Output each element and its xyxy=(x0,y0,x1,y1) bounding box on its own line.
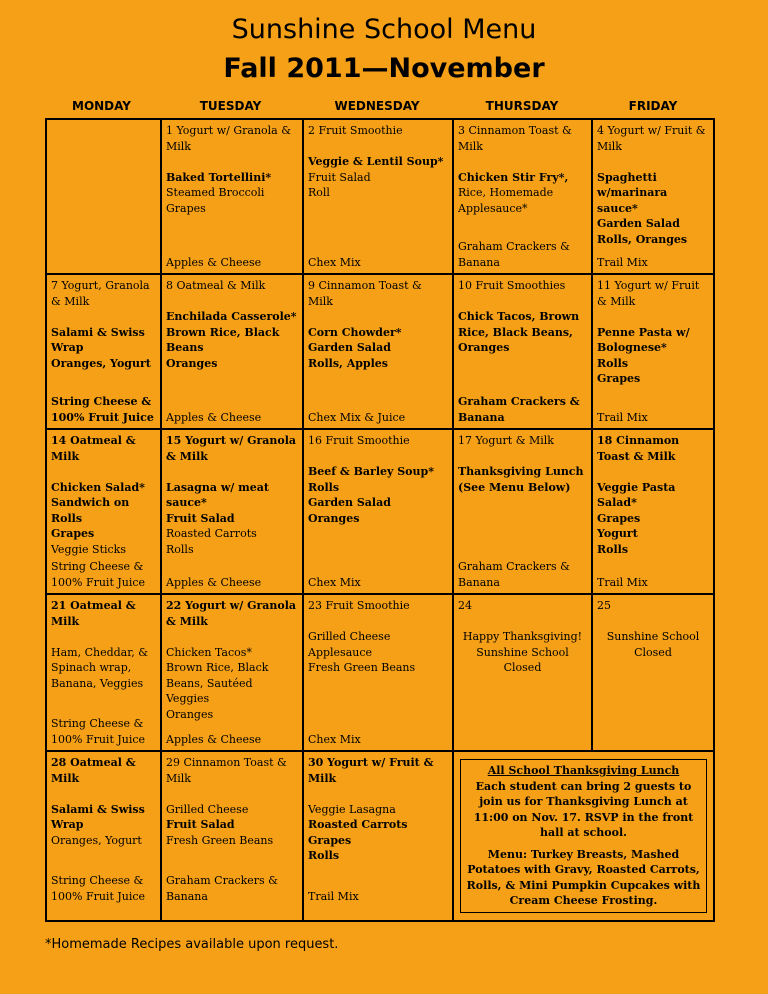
snack-afternoon: Apples & Cheese xyxy=(166,255,262,269)
lunch-item: Chicken Tacos* xyxy=(166,645,252,659)
day-cell xyxy=(303,119,453,274)
lunch-item: Garden Salad xyxy=(308,496,391,509)
lunch-item: Beef & Barley Soup* xyxy=(308,465,434,478)
snack-afternoon: Trail Mix xyxy=(597,410,648,424)
lunch-item: Rolls xyxy=(597,542,629,556)
snack-morning: 22 Yogurt w/ Granola & Milk xyxy=(166,599,297,628)
snack-morning: 23 Fruit Smoothie xyxy=(308,599,410,612)
lunch-item: Applesauce* xyxy=(458,201,528,215)
closed-notice: Sunshine School xyxy=(606,630,700,643)
lunch-item: Veggie Pasta Salad* xyxy=(597,480,676,509)
day-cell xyxy=(592,594,714,751)
lunch-item: Spinach wrap, xyxy=(51,661,132,674)
day-cell xyxy=(303,429,453,594)
snack-afternoon: Apples & Cheese xyxy=(166,732,262,746)
day-cell xyxy=(46,751,161,921)
lunch-item: Applesauce xyxy=(308,645,373,659)
closed-notice: Closed xyxy=(503,661,542,674)
lunch-item: Wrap xyxy=(51,341,84,354)
week-row xyxy=(46,751,714,921)
snack-morning: 10 Fruit Smoothies xyxy=(458,279,566,292)
lunch-box-heading: All School Thanksgiving Lunch xyxy=(487,764,680,777)
snack-afternoon: String Cheese & 100% Fruit Juice xyxy=(51,717,146,746)
menu-title: Sunshine School Menu xyxy=(231,14,537,45)
snack-afternoon: Graham Crackers & Banana xyxy=(166,874,278,903)
lunch-item: Grapes xyxy=(51,527,95,540)
lunch-item: Rolls xyxy=(308,849,340,862)
lunch-item: Fruit Salad xyxy=(166,511,235,525)
day-cell xyxy=(161,594,303,751)
lunch-item: Yogurt xyxy=(597,527,638,540)
day-cell xyxy=(592,274,714,429)
snack-morning: 17 Yogurt & Milk xyxy=(458,434,554,447)
snack-morning: 15 Yogurt w/ Granola & Milk xyxy=(166,434,297,463)
snack-afternoon: Chex Mix xyxy=(308,575,361,589)
closed-notice: Closed xyxy=(634,645,672,659)
lunch-item: Oranges, Yogurt xyxy=(51,833,142,847)
day-friday: FRIDAY xyxy=(628,99,678,113)
snack-afternoon: Chex Mix & Juice xyxy=(308,410,406,424)
lunch-item: Veggie Lasagna xyxy=(308,802,396,816)
lunch-item: Sandwich on Rolls xyxy=(51,496,130,525)
lunch-item: (See Menu Below) xyxy=(458,480,571,494)
menu-subtitle: Fall 2011—November xyxy=(223,53,545,84)
day-cell xyxy=(161,429,303,594)
lunch-item: Chicken Stir Fry*, xyxy=(458,170,569,184)
snack-morning: 25 xyxy=(597,599,611,612)
lunch-item: Fresh Green Beans xyxy=(308,661,416,674)
lunch-item: Rolls xyxy=(308,480,340,494)
day-cell xyxy=(592,429,714,594)
snack-morning: 8 Oatmeal & Milk xyxy=(166,279,266,292)
day-cell xyxy=(46,594,161,751)
day-cell xyxy=(303,594,453,751)
day-cell xyxy=(453,274,592,429)
day-cell xyxy=(453,429,592,594)
lunch-item: Roll xyxy=(308,186,330,199)
day-cell xyxy=(303,274,453,429)
day-cell xyxy=(46,429,161,594)
snack-morning: 3 Cinnamon Toast & Milk xyxy=(458,124,572,153)
lunch-item: Baked Tortellini* xyxy=(166,170,272,184)
lunch-item: Grapes xyxy=(308,833,352,847)
lunch-item: Ham, Cheddar, & xyxy=(51,645,149,659)
week-row xyxy=(46,119,714,274)
thanksgiving-lunch-box xyxy=(460,759,707,913)
snack-afternoon: Trail Mix xyxy=(308,889,359,903)
snack-afternoon: String Cheese & 100% Fruit Juice xyxy=(51,874,146,903)
lunch-item: Rolls, Oranges xyxy=(597,232,688,246)
snack-morning: 16 Fruit Smoothie xyxy=(308,434,410,447)
lunch-item: Fruit Salad xyxy=(166,818,235,831)
snack-morning: 11 Yogurt w/ Fruit & Milk xyxy=(597,279,700,308)
snack-morning: 21 Oatmeal & Milk xyxy=(51,599,136,628)
lunch-item: Chicken Salad* xyxy=(51,480,145,494)
lunch-item: Salami & Swiss xyxy=(51,802,145,816)
lunch-item: Oranges xyxy=(458,341,510,354)
lunch-item: Grapes xyxy=(597,511,641,525)
closed-notice: Happy Thanksgiving! xyxy=(462,630,583,643)
lunch-item: Rolls xyxy=(597,356,629,370)
snack-morning: 18 Cinnamon Toast & Milk xyxy=(597,434,680,463)
day-cell xyxy=(46,119,161,274)
lunch-item: Oranges xyxy=(308,511,360,525)
snack-afternoon: Chex Mix xyxy=(308,732,361,746)
lunch-item: Oranges xyxy=(166,356,218,370)
lunch-item: Rolls xyxy=(166,542,194,556)
day-cell xyxy=(592,119,714,274)
day-thursday: THURSDAY xyxy=(485,99,559,113)
lunch-item: Grilled Cheese xyxy=(166,802,249,816)
snack-morning: 14 Oatmeal & Milk xyxy=(51,434,136,463)
snack-morning: 4 Yogurt w/ Fruit & Milk xyxy=(597,124,706,153)
day-cell xyxy=(46,274,161,429)
lunch-item: Garden Salad xyxy=(308,341,391,354)
weekday-header xyxy=(45,99,712,117)
lunch-item: Garden Salad xyxy=(597,217,680,230)
snack-afternoon: Graham Crackers & Banana xyxy=(458,395,580,424)
lunch-item: Roasted Carrots xyxy=(166,527,257,540)
snack-afternoon: String Cheese & 100% Fruit Juice xyxy=(51,560,146,589)
snack-morning: 29 Cinnamon Toast & Milk xyxy=(166,756,287,785)
lunch-item: Penne Pasta w/ Bolognese* xyxy=(597,325,690,354)
week-row xyxy=(46,274,714,429)
day-cell xyxy=(303,751,453,921)
lunch-item: Fruit Salad xyxy=(308,170,371,184)
snack-morning: 28 Oatmeal & Milk xyxy=(51,756,136,785)
lunch-item: Grilled Cheese xyxy=(308,630,391,643)
lunch-item: Grapes xyxy=(597,372,641,385)
lunch-item: Wrap xyxy=(51,818,84,831)
lunch-item: Chick Tacos, Brown Rice, Black Beans, xyxy=(458,310,580,339)
snack-afternoon: Chex Mix xyxy=(308,255,361,269)
closed-notice: Sunshine School xyxy=(476,645,569,659)
lunch-item: Grapes xyxy=(166,201,206,215)
snack-afternoon: Trail Mix xyxy=(597,575,648,589)
footnote: *Homemade Recipes available upon request. xyxy=(45,937,339,952)
lunch-item: Brown Rice, Black Beans xyxy=(166,325,280,354)
lunch-box-menu: Menu: Turkey Breasts, Mashed Potatoes with Gravy, Roasted Carrots, Rolls, & Mini Pumpkin Cupcakes with Cream Cheese Frosting. xyxy=(466,847,701,907)
week-row xyxy=(46,594,714,751)
lunch-box-text: Each student can bring 2 guests to join us for Thanksgiving Lunch at 11:00 on Nov. 17. RSVP in the front hall at school. xyxy=(473,779,694,839)
lunch-item: Veggie Sticks xyxy=(51,542,126,556)
lunch-item: Fresh Green Beans xyxy=(166,833,274,847)
week-row xyxy=(46,429,714,594)
snack-morning: 9 Cinnamon Toast & Milk xyxy=(308,279,422,308)
lunch-item: Rolls, Apples xyxy=(308,356,388,370)
lunch-item: Spaghetti w/marinara sauce* xyxy=(597,170,668,215)
snack-afternoon: Apples & Cheese xyxy=(166,410,262,424)
lunch-item: Banana, Veggies xyxy=(51,676,144,690)
lunch-item: Corn Chowder* xyxy=(308,325,402,339)
lunch-item: Rice, Homemade xyxy=(458,186,554,199)
lunch-item: Enchilada Casserole* xyxy=(166,310,297,323)
lunch-item: Steamed Broccoli xyxy=(166,186,265,199)
snack-morning: 1 Yogurt w/ Granola & Milk xyxy=(166,124,292,153)
snack-afternoon: String Cheese & 100% Fruit Juice xyxy=(51,395,154,424)
lunch-item: Oranges, Yogurt xyxy=(51,356,151,370)
snack-morning: 30 Yogurt w/ Fruit & Milk xyxy=(308,756,434,785)
lunch-item: Lasagna w/ meat sauce* xyxy=(166,480,269,509)
day-tuesday: TUESDAY xyxy=(199,99,262,113)
snack-morning: 24 xyxy=(458,599,472,612)
lunch-item: Oranges xyxy=(166,707,214,721)
day-cell xyxy=(453,119,592,274)
snack-afternoon: Graham Crackers & Banana xyxy=(458,240,570,269)
lunch-item: Brown Rice, Black Beans, Sautéed Veggies xyxy=(166,661,269,705)
day-cell xyxy=(161,274,303,429)
menu-calendar xyxy=(45,118,715,922)
snack-morning: 7 Yogurt, Granola & Milk xyxy=(51,279,150,308)
lunch-item: Roasted Carrots xyxy=(308,818,408,831)
snack-afternoon: Apples & Cheese xyxy=(166,575,262,589)
lunch-item: Salami & Swiss xyxy=(51,325,145,339)
lunch-item: Thanksgiving Lunch xyxy=(458,465,584,478)
day-cell xyxy=(161,119,303,274)
snack-afternoon: Trail Mix xyxy=(597,255,648,269)
day-monday: MONDAY xyxy=(72,99,131,113)
day-cell xyxy=(453,594,592,751)
day-wednesday: WEDNESDAY xyxy=(334,99,420,113)
day-cell xyxy=(161,751,303,921)
snack-afternoon: Graham Crackers & Banana xyxy=(458,560,570,589)
thanksgiving-lunch-cell xyxy=(453,751,714,921)
lunch-item: Veggie & Lentil Soup* xyxy=(308,155,444,168)
snack-morning: 2 Fruit Smoothie xyxy=(308,124,403,137)
